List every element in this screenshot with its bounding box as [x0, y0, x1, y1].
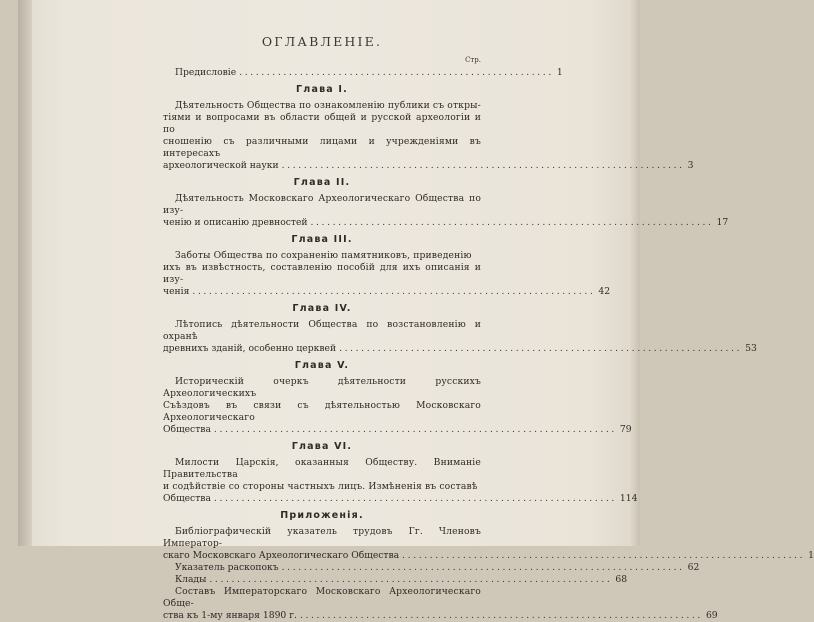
leader-dots: .........................................................................	[209, 574, 613, 585]
toc-entry-last-line: Общества	[163, 493, 211, 504]
toc-entry-last-line: скаго Московскаго Археологическаго Общества	[163, 550, 400, 561]
toc-entry-line: Историческій очеркъ дѣятельности русскихъ Археологическихъ	[163, 376, 481, 399]
chapter-heading: Глава IV.	[292, 303, 352, 314]
toc-entry	[163, 250, 611, 298]
toc-entry-line: Библіографическій указатель трудовъ Гг. Членовъ Император-	[163, 526, 481, 549]
appendix-list	[163, 526, 814, 622]
toc-entry-last-line: археологической науки	[163, 160, 279, 171]
toc-page-number: 3	[687, 160, 694, 171]
toc-entry-line: Составъ Императорскаго Московскаго Археологическаго Обще-	[163, 586, 481, 609]
leader-dots: .........................................................................	[299, 610, 703, 621]
leader-dots: .........................................................................	[213, 424, 617, 435]
appendix-heading: Приложенія.	[280, 510, 364, 521]
toc-entry-last-line: древнихъ зданій, особенно церквей	[163, 343, 337, 354]
table-of-contents	[163, 34, 814, 622]
toc-page-number: 42	[598, 286, 611, 297]
toc-page-number: 62	[687, 562, 700, 573]
toc-entry-line: Съѣздовъ въ связи съ дѣятельностью Московскаго Археологическаго	[163, 400, 481, 423]
leader-dots: .........................................................	[239, 67, 554, 78]
toc-page-number: 1	[556, 67, 563, 78]
leader-dots: .........................................................................	[213, 493, 617, 504]
toc-entry	[163, 376, 632, 436]
toc-entry-last-line: ченія	[163, 286, 190, 297]
leader-dots: .........................................................................	[402, 550, 806, 561]
toc-entry	[163, 457, 638, 505]
chapter-heading: Глава VI.	[291, 441, 353, 452]
page-column-header: Стр.	[465, 56, 481, 64]
page-title: ОГЛАВЛЕНІЕ.	[261, 34, 383, 49]
leader-dots: .........................................................................	[310, 217, 714, 228]
toc-page-number: 114	[619, 493, 638, 504]
toc-entry-line: ихъ въ извѣстность, составленію пособій для ихъ описанія и изу-	[163, 262, 481, 285]
toc-entry	[163, 193, 729, 229]
toc-entry	[163, 526, 814, 562]
toc-entry-line: тіями и вопросами въ области общей и русской археологіи и по	[163, 112, 481, 135]
chapter-heading: Глава V.	[294, 360, 350, 371]
toc-entry-line: Лѣтопись дѣятельности Общества по возстановленію и охранѣ	[163, 319, 481, 342]
toc-entry	[163, 586, 718, 622]
toc-page-number: 68	[615, 574, 628, 585]
toc-entry-last-line: Указатель раскопокъ	[175, 562, 279, 573]
leader-dots: .........................................................................	[192, 286, 596, 297]
page-spine-shadow	[18, 0, 32, 546]
toc-entry-last-line: Общества	[163, 424, 211, 435]
toc-entry	[163, 574, 628, 586]
toc-page-number: 79	[619, 424, 632, 435]
chapter-heading: Глава III.	[291, 234, 353, 245]
toc-entry	[163, 319, 757, 355]
toc-entry-line: Дѣятельность Общества по ознакомленію публики съ откры-	[175, 100, 481, 111]
chapters-list	[163, 84, 757, 505]
toc-entry-line: и содѣйствіе со стороны частныхъ лицъ. Измѣненія въ составѣ	[163, 481, 478, 492]
page-edge-shadow	[628, 0, 640, 546]
chapter-heading: Глава I.	[296, 84, 348, 95]
leader-dots: .........................................................................	[339, 343, 743, 354]
toc-entry-last-line: ства къ 1-му января 1890 г.	[163, 610, 297, 621]
toc-entry-line: сношенію съ различными лицами и учрежденіями въ интересахъ	[163, 136, 481, 159]
chapter-heading: Глава II.	[293, 177, 351, 188]
toc-page-number: 1	[808, 550, 814, 561]
toc-entry	[163, 562, 700, 574]
toc-entry-line: Милости Царскія, оказанныя Обществу. Вниманіе Правительства	[163, 457, 481, 480]
toc-entry	[163, 100, 694, 172]
leader-dots: .........................................................................	[281, 160, 685, 171]
toc-entry-line: Дѣятельность Московскаго Археологическаго Общества по изу-	[163, 193, 481, 216]
toc-page-number: 69	[705, 610, 718, 621]
toc-entry-last-line: ченію и описанію древностей	[163, 217, 308, 228]
toc-entry-last-line: Клады	[175, 574, 207, 585]
book-page	[18, 0, 814, 621]
leader-dots: .........................................................................	[281, 562, 685, 573]
toc-entry-line: Заботы Общества по сохраненію памятниковъ, приведенію	[175, 250, 472, 261]
toc-page-number: 17	[716, 217, 729, 228]
toc-page-number: 53	[745, 343, 757, 354]
toc-entry-preface	[163, 67, 563, 79]
toc-entry-text: Предисловіе	[175, 67, 237, 78]
